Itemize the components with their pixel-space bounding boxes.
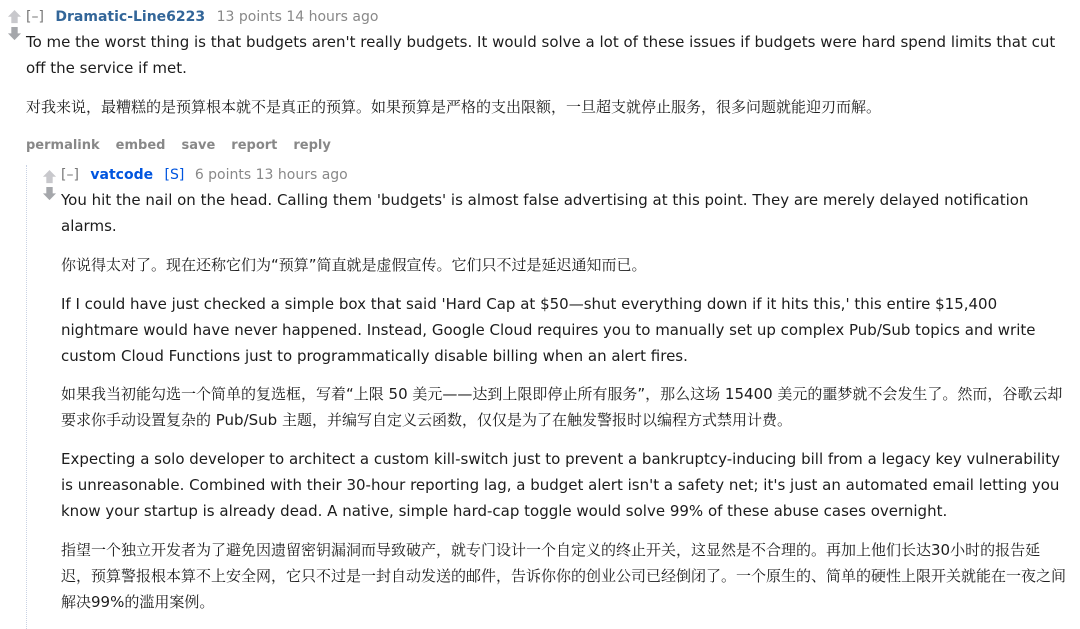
downvote-icon[interactable]: [42, 186, 57, 201]
comment-paragraph-en: Expecting a solo developer to architect a custom kill-switch just to prevent a bankruptcy-inducing bill from a legacy key vulnerability is unreasonable. Combined with their 30-hour reporting lag, a budget alert isn't a safety net; it's just an automated email letting you know your startup is already dead. A native, simple hard-cap toggle would solve 99% of these abuse cases overnight.: [61, 450, 1060, 521]
comment-paragraph-en: If I could have just checked a simple box that said 'Hard Cap at $50—shut everything down if it hits this,' this entire $15,400 nightmare would have never happened. Instead, Google Cloud requires you to manually set up complex Pub/Sub topics and write custom Cloud Functions just to programmatically disable billing when an alert fires.: [61, 294, 1036, 365]
embed-link[interactable]: embed: [115, 137, 166, 153]
author-link[interactable]: Dramatic-Line6223: [55, 9, 206, 25]
comment-paragraph-en: To me the worst thing is that budgets aren't really budgets. It would solve a lot of these issues if budgets were hard spend limits that cut off the service if met.: [26, 33, 1056, 77]
save-link[interactable]: save: [181, 137, 216, 153]
comment-replies: [26, 165, 1066, 629]
comment-paragraph-zh: 对我来说，最糟糕的是预算根本就不是真正的预算。如果预算是严格的支出限额，一旦超支就停止服务，很多问题就能迎刃而解。: [26, 97, 882, 116]
comment-entry: [26, 5, 1066, 629]
comment-body: [26, 30, 1066, 121]
author-link[interactable]: vatcode: [90, 166, 154, 183]
comment-timestamp: 13 hours ago: [255, 166, 348, 183]
permalink-link[interactable]: permalink: [26, 137, 100, 153]
comment-paragraph-zh: 指望一个独立开发者为了避免因遗留密钥漏洞而导致破产，就专门设计一个自定义的终止开关，这显然是不合理的。再加上他们长达30小时的报告延迟，预算警报根本算不上安全网，它只不过是一封自动发送的邮件，告诉你你的创业公司已经倒闭了。一个原生的、简单的硬性上限开关就能在一夜之间解决99%的滥用案例。: [61, 541, 1067, 611]
report-link[interactable]: report: [231, 137, 278, 153]
comment-timestamp: 14 hours ago: [286, 9, 379, 25]
comment-score: 13 points: [216, 9, 282, 25]
comment-tagline: [61, 167, 1066, 183]
comment-body: [61, 188, 1066, 616]
comment-actions: [26, 134, 1066, 153]
upvote-icon[interactable]: [7, 9, 22, 24]
comment-score: 6 points: [194, 166, 252, 183]
comment-reply: [37, 165, 1066, 629]
collapse-toggle[interactable]: [–]: [61, 166, 79, 183]
comment-tagline: [26, 9, 1066, 25]
comment-paragraph-en: You hit the nail on the head. Calling them 'budgets' is almost false advertising at this point. They are merely delayed notification alarms.: [61, 190, 1029, 235]
comment-paragraph-zh: 如果我当初能勾选一个简单的复选框，写着“上限 50 美元——达到上限即停止所有服务”，那么这场 15400 美元的噩梦就不会发生了。然而，谷歌云却要求你手动设置复杂的 Pub/Sub 主题，并编写自定义云函数，仅仅是为了在触发警报时以编程方式禁用计费。: [61, 385, 1063, 430]
comment-entry: [61, 165, 1066, 629]
vote-controls: [2, 5, 26, 41]
downvote-icon[interactable]: [7, 26, 22, 41]
vote-controls: [37, 165, 61, 201]
collapse-toggle[interactable]: [–]: [26, 9, 44, 25]
upvote-icon[interactable]: [42, 169, 57, 184]
reply-link[interactable]: reply: [293, 137, 331, 153]
submitter-badge[interactable]: [S]: [164, 166, 185, 183]
comment-paragraph-zh: 你说得太对了。现在还称它们为“预算”简直就是虚假宣传。它们只不过是延迟通知而已。: [61, 255, 647, 274]
comment-parent: [2, 5, 1066, 629]
